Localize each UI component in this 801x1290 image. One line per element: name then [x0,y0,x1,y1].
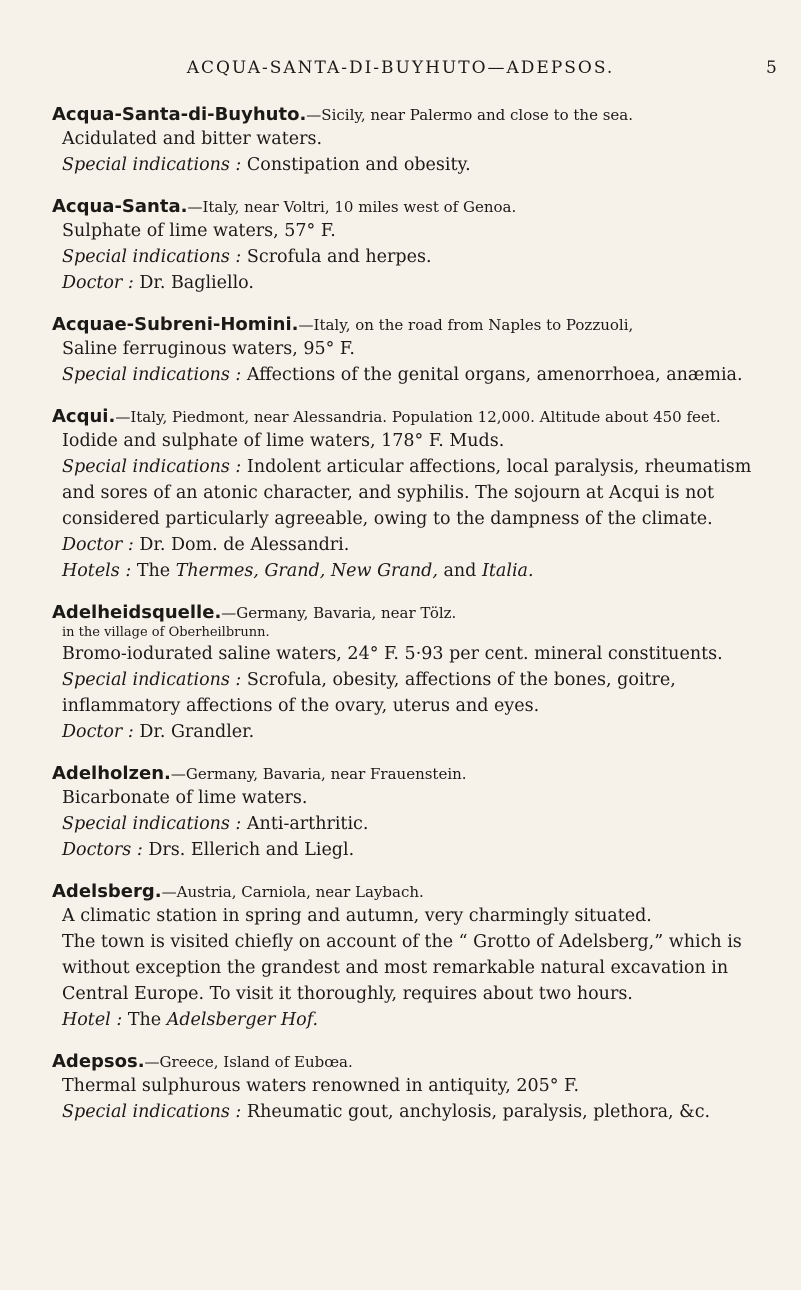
hotel-new-grand: New Grand, [330,561,438,581]
running-head: ACQUA-SANTA-DI-BUYHUTO—ADEPSOS. [186,58,615,78]
entry-adepsos [52,1051,782,1125]
hotels-label: Hotels : [62,561,132,581]
entry-locality: —Germany, Bavaria, near Tölz. [221,604,457,622]
hotel-grand: Grand, [264,561,326,581]
entry-locality: —Italy, Piedmont, near Alessandria. Population 12,000. Altitude about 450 feet. [115,408,721,426]
indications-text: Indolent articular affections, local paralysis, rheumatism and sores of an atonic character, and syphilis. The sojourn at Acqui is not considered particularly agreeable, owing to the dampness of the climate. [62,457,752,529]
entry-description: The town is visited chiefly on account of the “ Grotto of Adelsberg,” which is without exception the grandest and most remarkable natural excavation in Central Europe. To visit it thoroughly, requires about two hours. [62,932,742,1004]
indications-label: Special indications : [62,814,242,834]
entry-term: Acqua-Santa. [52,196,188,217]
hotel-name: Adelsberger Hof. [166,1010,319,1030]
entry-term: Adepsos. [52,1051,145,1072]
indications-text: Affections of the genital organs, amenorrhoea, anæmia. [246,365,743,385]
entry-locality: —Italy, near Voltri, 10 miles west of Genoa. [187,198,517,216]
indications-text: Anti-arthritic. [246,814,369,834]
entry-term: Acqua-Santa-di-Buyhuto. [52,104,307,125]
entry-term: Adelheidsquelle. [52,602,222,623]
indications-label: Special indications : [62,155,242,175]
entry-adelholzen [52,763,782,863]
indications-label: Special indications : [62,1102,242,1122]
indications-text: Constipation and obesity. [246,155,471,175]
indications-label: Special indications : [62,365,242,385]
entry-acqui [52,406,782,584]
entry-adelsberg [52,881,782,1033]
doctor-name: Drs. Ellerich and Liegl. [148,840,355,860]
indications-label: Special indications : [62,457,242,477]
hotel-thermes: Thermes, [175,561,259,581]
doctor-label: Doctor : [62,535,134,555]
entry-list [52,104,782,1143]
doctor-label: Doctor : [62,722,134,742]
entry-description: Bromo-iodurated saline waters, 24° F. 5·93 per cent. mineral constituents. [62,644,723,664]
entry-locality: —Germany, Bavaria, near Frauenstein. [170,765,467,783]
entry-adelheidsquelle [52,602,782,745]
entry-locality: —Italy, on the road from Naples to Pozzuoli, [298,316,634,334]
hotel-label: Hotel : [62,1010,123,1030]
doctor-name: Dr. Bagliello. [139,273,254,293]
entry-description: Thermal sulphurous waters renowned in antiquity, 205° F. [62,1076,580,1096]
entry-description: Saline ferruginous waters, 95° F. [62,339,355,359]
entry-acqua-santa [52,196,782,296]
entry-description: Bicarbonate of lime waters. [62,788,308,808]
entry-locality: —Sicily, near Palermo and close to the sea. [306,106,634,124]
doctor-name: Dr. Dom. de Alessandri. [139,535,350,555]
doctor-label: Doctor : [62,273,134,293]
page-number: 5 [766,58,777,78]
entry-description: Iodide and sulphate of lime waters, 178° F. Muds. [62,431,505,451]
doctor-label: Doctors : [62,840,143,860]
doctor-name: Dr. Grandler. [139,722,255,742]
hotel-prefix: The [127,1010,162,1030]
hotels-prefix: The [136,561,171,581]
entry-description: Acidulated and bitter waters. [62,129,323,149]
entry-term: Acquae-Subreni-Homini. [52,314,299,335]
entry-description: Sulphate of lime waters, 57° F. [62,221,336,241]
indications-text: Scrofula, obesity, affections of the bones, goitre, inflammatory affections of the ovary, uterus and eyes. [62,670,676,716]
indications-text: Scrofula and herpes. [246,247,432,267]
entry-term: Acqui. [52,406,116,427]
indications-text: Rheumatic gout, anchylosis, paralysis, plethora, &c. [246,1102,711,1122]
entry-locality: —Austria, Carniola, near Laybach. [161,883,424,901]
entry-acquae-subreni-homini [52,314,782,388]
entry-note: in the village of Oberheilbrunn. [62,625,270,640]
indications-label: Special indications : [62,670,242,690]
entry-acqua-santa-di-buyhuto [52,104,782,178]
entry-term: Adelholzen. [52,763,171,784]
hotels-and: and [443,561,477,581]
entry-locality: —Greece, Island of Eubœa. [144,1053,353,1071]
entry-term: Adelsberg. [52,881,162,902]
indications-label: Special indications : [62,247,242,267]
entry-description: A climatic station in spring and autumn, very charmingly situated. [62,906,652,926]
hotel-italia: Italia. [481,561,534,581]
